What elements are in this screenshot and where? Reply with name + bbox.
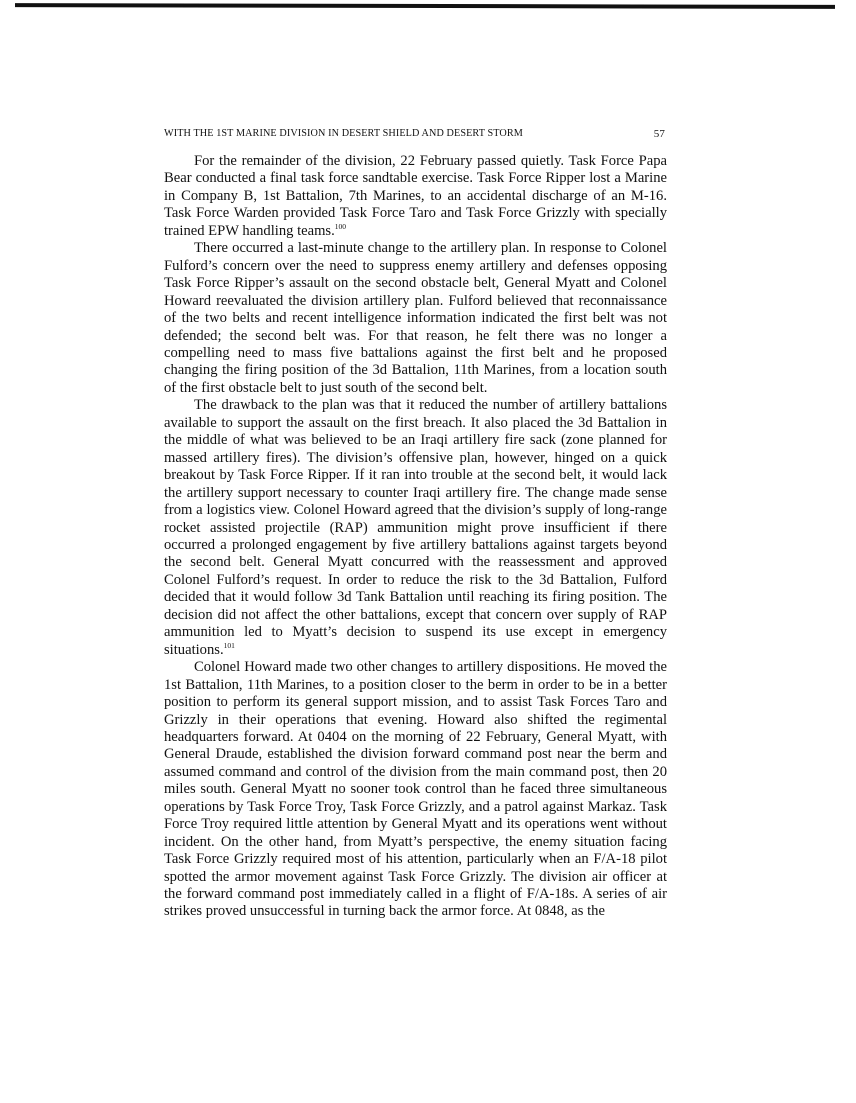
body-text xyxy=(164,153,667,921)
running-head xyxy=(164,128,667,144)
footnote-ref: 101 xyxy=(223,640,235,650)
page-number: 57 xyxy=(653,128,665,140)
paragraph-text: For the remainder of the division, 22 February passed quietly. Task Force Papa Bear conducted a final task force sandtable exercise. Task Force Ripper lost a Marine in Company B, 1st Battalion, 7th Marines, to an accidental discharge of an M-16. Task Force Warden provided Task Force Taro and Task Force Grizzly with specially trained EPW handling teams. xyxy=(164,153,667,239)
footnote-ref: 100 xyxy=(334,221,347,231)
paragraph xyxy=(164,397,667,659)
paragraph-text: There occurred a last-minute change to the artillery plan. In response to Colonel Fulford’s concern over the need to suppress enemy artillery and defenses opposing Task Force Ripper’s assault on the second obstacle belt, General Myatt and Colonel Howard reevaluated the division artillery plan. Fulford believed that reconnaissance of the two belts and recent intelligence information indicated the first belt was not defended; the second belt was. For that reason, he felt there was no longer a compelling need to mass five battalions against the first belt and he proposed changing the firing position of the 3d Battalion, 11th Marines, from a location south of the first obstacle belt to just south of the second belt. xyxy=(164,240,667,396)
paragraph xyxy=(164,153,667,240)
paragraph xyxy=(164,659,667,921)
paragraph-text: The drawback to the plan was that it reduced the number of artillery battalions available to support the assault on the first breach. It also placed the 3d Battalion in the middle of what was believed to be an Iraqi artillery fire sack (zone planned for massed artillery fires). The division’s offensive plan, however, hinged on a quick breakout by Task Force Ripper. If it ran into trouble at the second belt, it would lack the artillery support necessary to counter Iraqi artillery fire. The change made sense from a logistics view. Colonel Howard agreed that the division’s supply of long-range rocket assisted projectile (RAP) ammunition might prove insufficient if there occurred a prolonged engagement by five artillery battalions against targets beyond the second belt. General Myatt concurred with the reassessment and approved Colonel Fulford’s request. In order to reduce the risk to the 3d Battalion, Fulford decided that it would follow 3d Tank Battalion until reaching its firing position. The decision did not affect the other battalions, except that concern over supply of RAP ammunition led to Myatt’s decision to suspend its use except in emergency situations. xyxy=(164,397,667,658)
paragraph-text: Colonel Howard made two other changes to artillery dispositions. He moved the 1st Battalion, 11th Marines, to a position closer to the berm in order to be in a better position to perform its general support mission, and to assist Task Forces Taro and Grizzly in their operations that evening. Howard also shifted the regimental headquarters forward. At 0404 on the morning of 22 February, General Myatt, with General Draude, established the division forward command post near the berm and assumed command and control of the division from the main command post, then 20 miles south. General Myatt no sooner took control than he faced three simultaneous operations by Task Force Troy, Task Force Grizzly, and a patrol against Markaz. Task Force Troy required little attention by General Myatt and its operations went without incident. On the other hand, from Myatt’s perspective, the enemy situation facing Task Force Grizzly required most of his attention, particularly when an F/A-18 pilot spotted the armor movement against Task Force Grizzly. The division air officer at the forward command post immediately called in a flight of F/A-18s. A series of air strikes proved unsuccessful in turning back the armor force. At 0848, as the xyxy=(164,659,667,920)
scan-top-edge-rule xyxy=(15,3,835,9)
paragraph xyxy=(164,240,667,397)
running-head-title: WITH THE 1ST MARINE DIVISION IN DESERT SHIELD AND DESERT STORM xyxy=(164,128,523,139)
